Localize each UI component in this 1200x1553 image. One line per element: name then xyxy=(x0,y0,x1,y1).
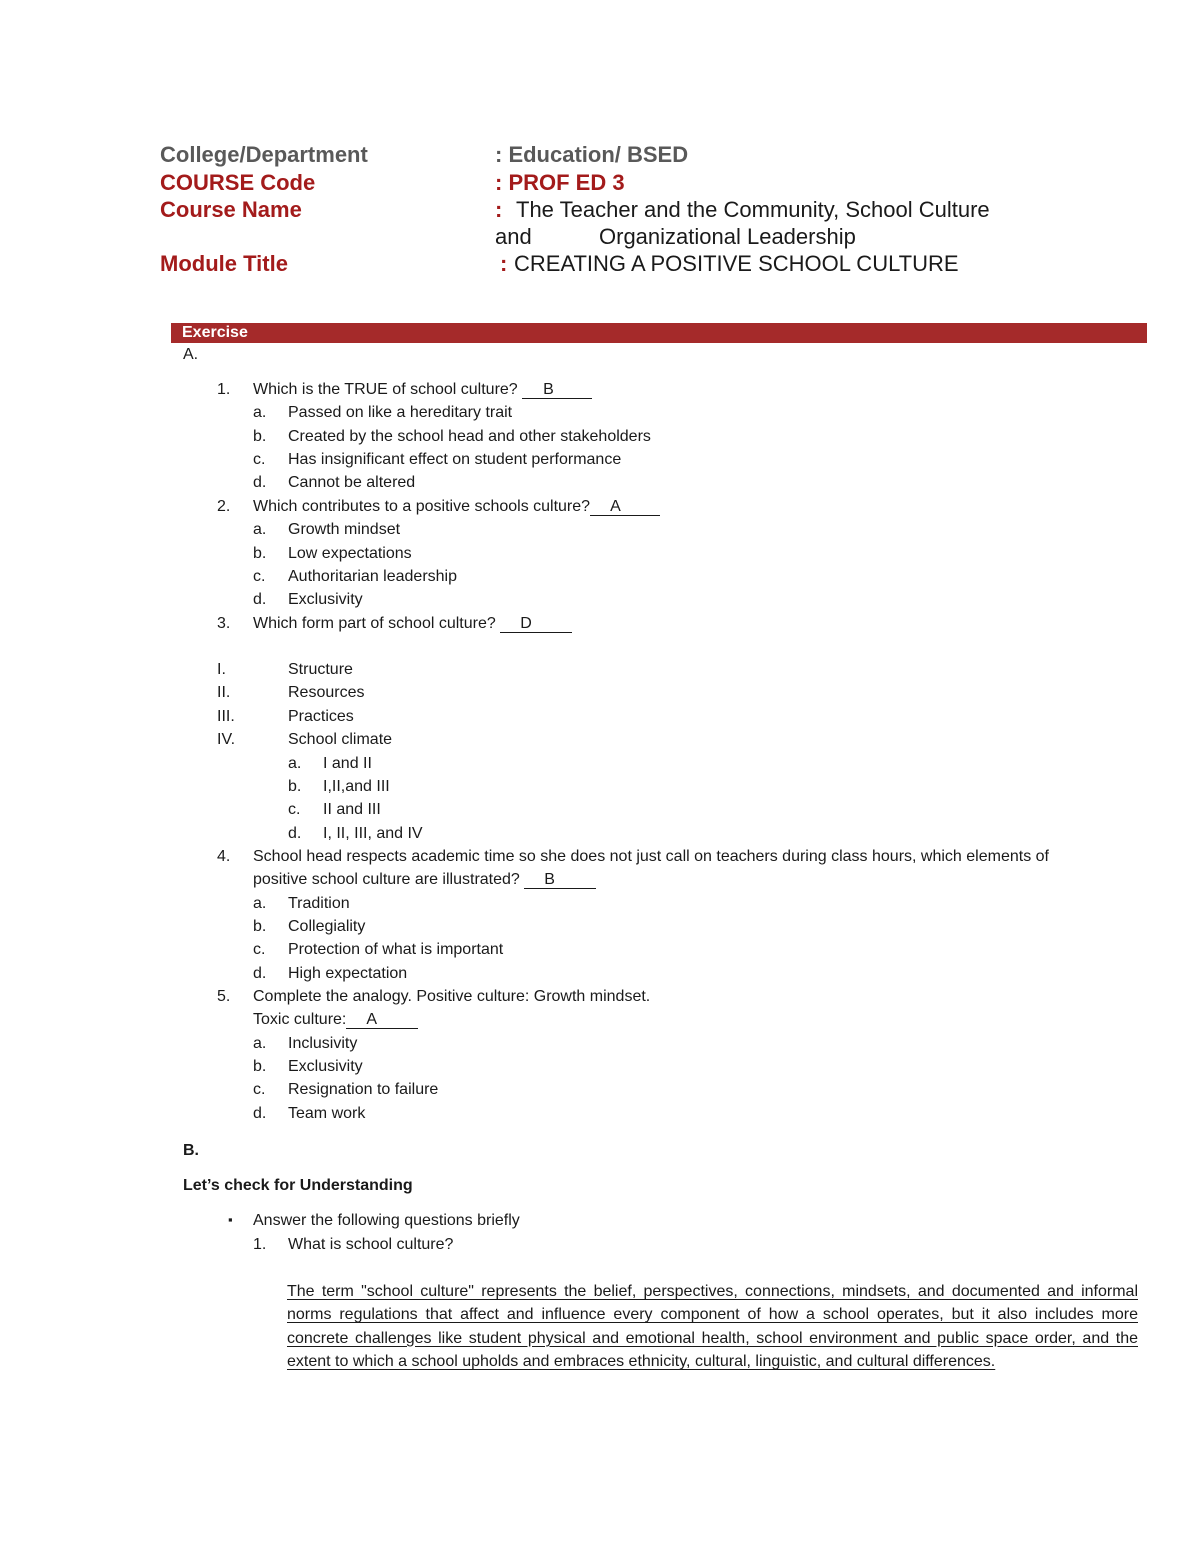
q1-choice-text: Passed on like a hereditary trait xyxy=(288,404,513,421)
exercise-section-bar xyxy=(171,323,1147,343)
q1-choice-text: Has insignificant effect on student performance xyxy=(288,451,622,468)
course-name-colon: : xyxy=(495,197,503,222)
part-b-question-1-number: 1. xyxy=(253,1236,267,1253)
course-name-label: Course Name xyxy=(160,197,302,222)
college-department-label: College/Department xyxy=(160,142,368,167)
roman-item-text: School climate xyxy=(288,731,393,748)
college-department-value: : Education/ BSED xyxy=(495,142,689,167)
question-1-number: 1. xyxy=(217,381,231,398)
question-4-number: 4. xyxy=(217,848,231,865)
module-title-label: Module Title xyxy=(160,251,288,276)
question-1-answer: B xyxy=(522,382,592,399)
q5-choice-text: Team work xyxy=(288,1105,366,1122)
q1-choice-letter: d. xyxy=(253,474,267,491)
question-4-text-line2: positive school culture are illustrated? xyxy=(253,871,520,888)
q5-choice-letter: d. xyxy=(253,1105,267,1122)
roman-item-text: Structure xyxy=(288,661,353,678)
course-code-value: : PROF ED 3 xyxy=(495,170,625,195)
q4-choice-letter: b. xyxy=(253,918,267,935)
module-title-colon: : xyxy=(500,251,508,276)
q3-choice-letter: d. xyxy=(288,825,302,842)
question-3-number: 3. xyxy=(217,615,231,632)
q3-choice-text: II and III xyxy=(323,801,381,818)
q4-choice-text: High expectation xyxy=(288,965,408,982)
q3-choice-text: I and II xyxy=(323,755,372,772)
q2-choice-text: Authoritarian leadership xyxy=(288,568,457,585)
question-2-number: 2. xyxy=(217,498,231,515)
q2-choice-text: Growth mindset xyxy=(288,521,401,538)
question-1-text: Which is the TRUE of school culture? xyxy=(253,381,518,398)
part-b-heading: Let’s check for Understanding xyxy=(183,1177,413,1194)
q5-choice-text: Resignation to failure xyxy=(288,1081,439,1098)
q2-choice-letter: d. xyxy=(253,591,267,608)
question-2 xyxy=(253,498,660,516)
q2-choice-letter: a. xyxy=(253,521,267,538)
q2-choice-letter: c. xyxy=(253,568,266,585)
q3-choice-letter: a. xyxy=(288,755,302,772)
course-name-value-line1: The Teacher and the Community, School Culture xyxy=(516,197,990,222)
part-b-label: B. xyxy=(183,1142,199,1159)
course-name-value-line2a: and xyxy=(495,224,532,249)
exercise-bar-label: Exercise xyxy=(182,324,248,341)
question-1 xyxy=(253,381,592,399)
q3-choice-text: I, II, III, and IV xyxy=(323,825,423,842)
q5-choice-text: Exclusivity xyxy=(288,1058,363,1075)
course-code-label: COURSE Code xyxy=(160,170,316,195)
question-5-answer: A xyxy=(346,1012,418,1029)
q2-choice-text: Exclusivity xyxy=(288,591,363,608)
bullet-icon: ▪ xyxy=(228,1212,233,1227)
q1-choice-text: Cannot be altered xyxy=(288,474,416,491)
roman-numeral: III. xyxy=(217,708,235,725)
question-4-answer: B xyxy=(524,872,596,889)
q1-choice-letter: b. xyxy=(253,428,267,445)
roman-item-text: Practices xyxy=(288,708,354,725)
q4-choice-text: Protection of what is important xyxy=(288,941,504,958)
q5-choice-letter: c. xyxy=(253,1081,266,1098)
q5-choice-text: Inclusivity xyxy=(288,1035,358,1052)
q4-choice-text: Tradition xyxy=(288,895,350,912)
part-b-question-1-text: What is school culture? xyxy=(288,1236,454,1253)
q5-choice-letter: b. xyxy=(253,1058,267,1075)
course-name-value-line2b: Organizational Leadership xyxy=(599,224,856,249)
question-5-text-line1: Complete the analogy. Positive culture: Growth mindset. xyxy=(253,988,651,1005)
q1-choice-text: Created by the school head and other stakeholders xyxy=(288,428,651,445)
question-4-line2 xyxy=(253,871,596,889)
question-3 xyxy=(253,615,572,633)
question-2-text: Which contributes to a positive schools culture? xyxy=(253,498,591,515)
question-2-answer: A xyxy=(590,499,660,516)
question-4-text-line1: School head respects academic time so she does not just call on teachers during class hours, which elements of xyxy=(253,848,1049,865)
q4-choice-text: Collegiality xyxy=(288,918,366,935)
q2-choice-text: Low expectations xyxy=(288,545,412,562)
part-b-instruction: Answer the following questions briefly xyxy=(253,1212,520,1229)
question-5-text-line2: Toxic culture: xyxy=(253,1011,347,1028)
part-b-question-1-answer: The term "school culture" represents the belief, perspectives, connections, mindsets, and documented and informal norms regulations that affect and influence every component of how a school operates, but it also includes more concrete challenges like student physical and emotional health, school environment and public space order, and the extent to which a school upholds and embraces ethnicity, cultural, linguistic, and cultural differences. xyxy=(287,1283,1138,1371)
q4-choice-letter: d. xyxy=(253,965,267,982)
question-5-line2 xyxy=(253,1011,418,1029)
question-5-number: 5. xyxy=(217,988,231,1005)
q4-choice-letter: a. xyxy=(253,895,267,912)
question-3-answer: D xyxy=(500,616,572,633)
q5-choice-letter: a. xyxy=(253,1035,267,1052)
roman-item-text: Resources xyxy=(288,684,365,701)
question-3-text: Which form part of school culture? xyxy=(253,615,496,632)
q2-choice-letter: b. xyxy=(253,545,267,562)
roman-numeral: II. xyxy=(217,684,231,701)
q3-choice-letter: c. xyxy=(288,801,301,818)
q3-choice-text: I,II,and III xyxy=(323,778,390,795)
roman-numeral: IV. xyxy=(217,731,236,748)
module-title-value: CREATING A POSITIVE SCHOOL CULTURE xyxy=(514,251,959,276)
q1-choice-letter: a. xyxy=(253,404,267,421)
q1-choice-letter: c. xyxy=(253,451,266,468)
q3-choice-letter: b. xyxy=(288,778,302,795)
q4-choice-letter: c. xyxy=(253,941,266,958)
part-a-label: A. xyxy=(183,346,199,363)
roman-numeral: I. xyxy=(217,661,226,678)
